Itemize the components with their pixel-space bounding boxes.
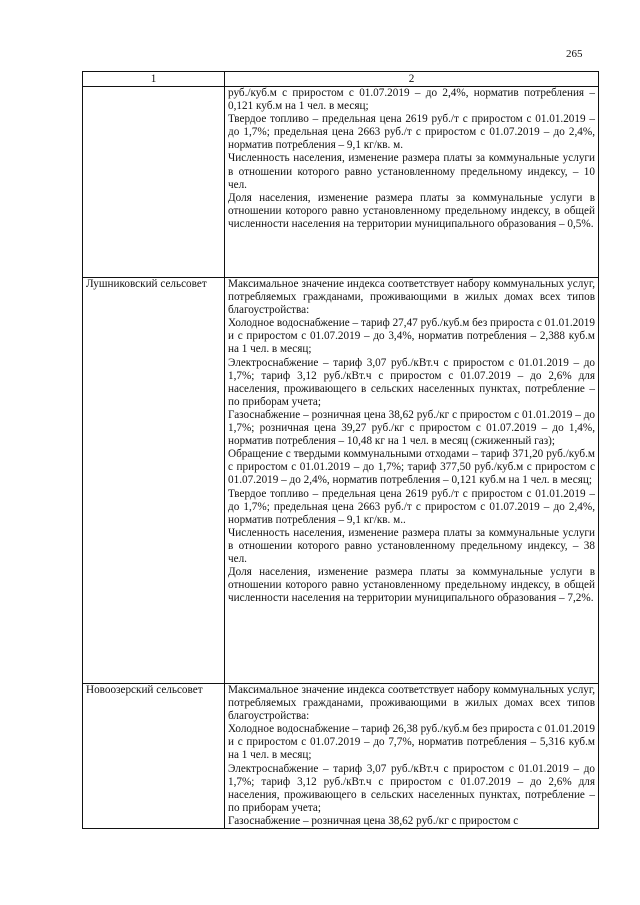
detail-paragraph: Холодное водоснабжение – тариф 26,38 руб./куб.м без прироста с 01.01.2019 и с приростом с 01.07.2019 – до 7,7%, норматив потребления – 5,316 куб.м на 1 чел. в месяц; [228,723,595,762]
table-row [83,87,599,278]
municipality-details [225,278,599,684]
detail-paragraph: Численность населения, изменение размера платы за коммунальные услуги в отношении которого равно установленному предельному индексу, – 10 чел. [228,152,595,191]
detail-paragraph: Твердое топливо – предельная цена 2619 руб./т с приростом с 01.01.2019 – до 1,7%; предельная цена 2663 руб./т с приростом с 01.07.2019 – до 2,4%, норматив потребления – 9,1 кг/кв. м.. [228,487,595,526]
municipality-details [225,684,599,829]
detail-paragraph: Обращение с твердыми коммунальными отходами – тариф 371,20 руб./куб.м с приростом с 01.01.2019 – до 1,7%; тариф 377,50 руб./куб.м с приростом с 01.07.2019 – до 2,4%, норматив потребления – 0,121 куб.м на 1 чел. в месяц; [228,448,595,487]
detail-paragraph: Холодное водоснабжение – тариф 27,47 руб./куб.м без прироста с 01.01.2019 и с приростом с 01.07.2019 – до 3,4%, норматив потребления – 2,388 куб.м на 1 чел. в месяц; [228,317,595,356]
detail-paragraph: Доля населения, изменение размера платы за коммунальные услуги в отношении которого равно установленному предельному индексу, в общей численности населения на территории муниципального образования – 7,2%. [228,566,595,605]
detail-paragraph: Газоснабжение – розничная цена 38,62 руб./кг с приростом с 01.01.2019 – до 1,7%; розничная цена 39,27 руб./кг с приростом с 01.07.2019 – до 1,4%, норматив потребления – 10,48 кг на 1 чел. в месяц (сжиженный газ); [228,408,595,448]
detail-paragraph: Максимальное значение индекса соответствует набору коммунальных услуг, потребляемых гражданами, проживающими в жилых домах всех типов благоустройства: [228,278,595,317]
detail-paragraph: Численность населения, изменение размера платы за коммунальные услуги в отношении которого равно установленному предельному индексу, – 38 чел. [228,526,595,565]
column-header-2: 2 [225,72,599,87]
detail-paragraph: руб./куб.м с приростом с 01.07.2019 – до 2,4%, норматив потребления – 0,121 куб.м на 1 чел. в месяц; [228,87,595,113]
municipality-name [83,87,225,278]
table-row [83,684,599,829]
column-header-1: 1 [83,72,225,87]
detail-paragraph: Электроснабжение – тариф 3,07 руб./кВт.ч с приростом с 01.01.2019 – до 1,7%; тариф 3,12 руб./кВт.ч с приростом с 01.07.2019 – до 2,6% для населения, проживающего в сельских населенных пунктах, потребление – по приборам учета; [228,356,595,408]
detail-paragraph: Твердое топливо – предельная цена 2619 руб./т с приростом с 01.01.2019 – до 1,7%; предельная цена 2663 руб./т с приростом с 01.07.2019 – до 2,4%, норматив потребления – 9,1 кг/кв. м. [228,113,595,152]
municipality-name: Новоозерский сельсовет [83,684,225,829]
tariff-table [82,71,599,829]
detail-paragraph: Электроснабжение – тариф 3,07 руб./кВт.ч с приростом с 01.01.2019 – до 1,7%; тариф 3,12 руб./кВт.ч с приростом с 01.07.2019 – до 2,6% для населения, проживающего в сельских населенных пунктах, потребление – по приборам учета; [228,762,595,814]
page-number: 265 [566,48,583,60]
table-row [83,278,599,684]
municipality-name: Лушниковский сельсовет [83,278,225,684]
detail-paragraph: Доля населения, изменение размера платы за коммунальные услуги в отношении которого равно установленному предельному индексу, в общей численности населения на территории муниципального образования – 0,5%. [228,191,595,230]
detail-paragraph: Максимальное значение индекса соответствует набору коммунальных услуг, потребляемых гражданами, проживающими в жилых домах всех типов благоустройства: [228,684,595,723]
table-header-row [83,72,599,87]
municipality-details [225,87,599,278]
detail-paragraph: Газоснабжение – розничная цена 38,62 руб./кг с приростом с [228,814,519,827]
